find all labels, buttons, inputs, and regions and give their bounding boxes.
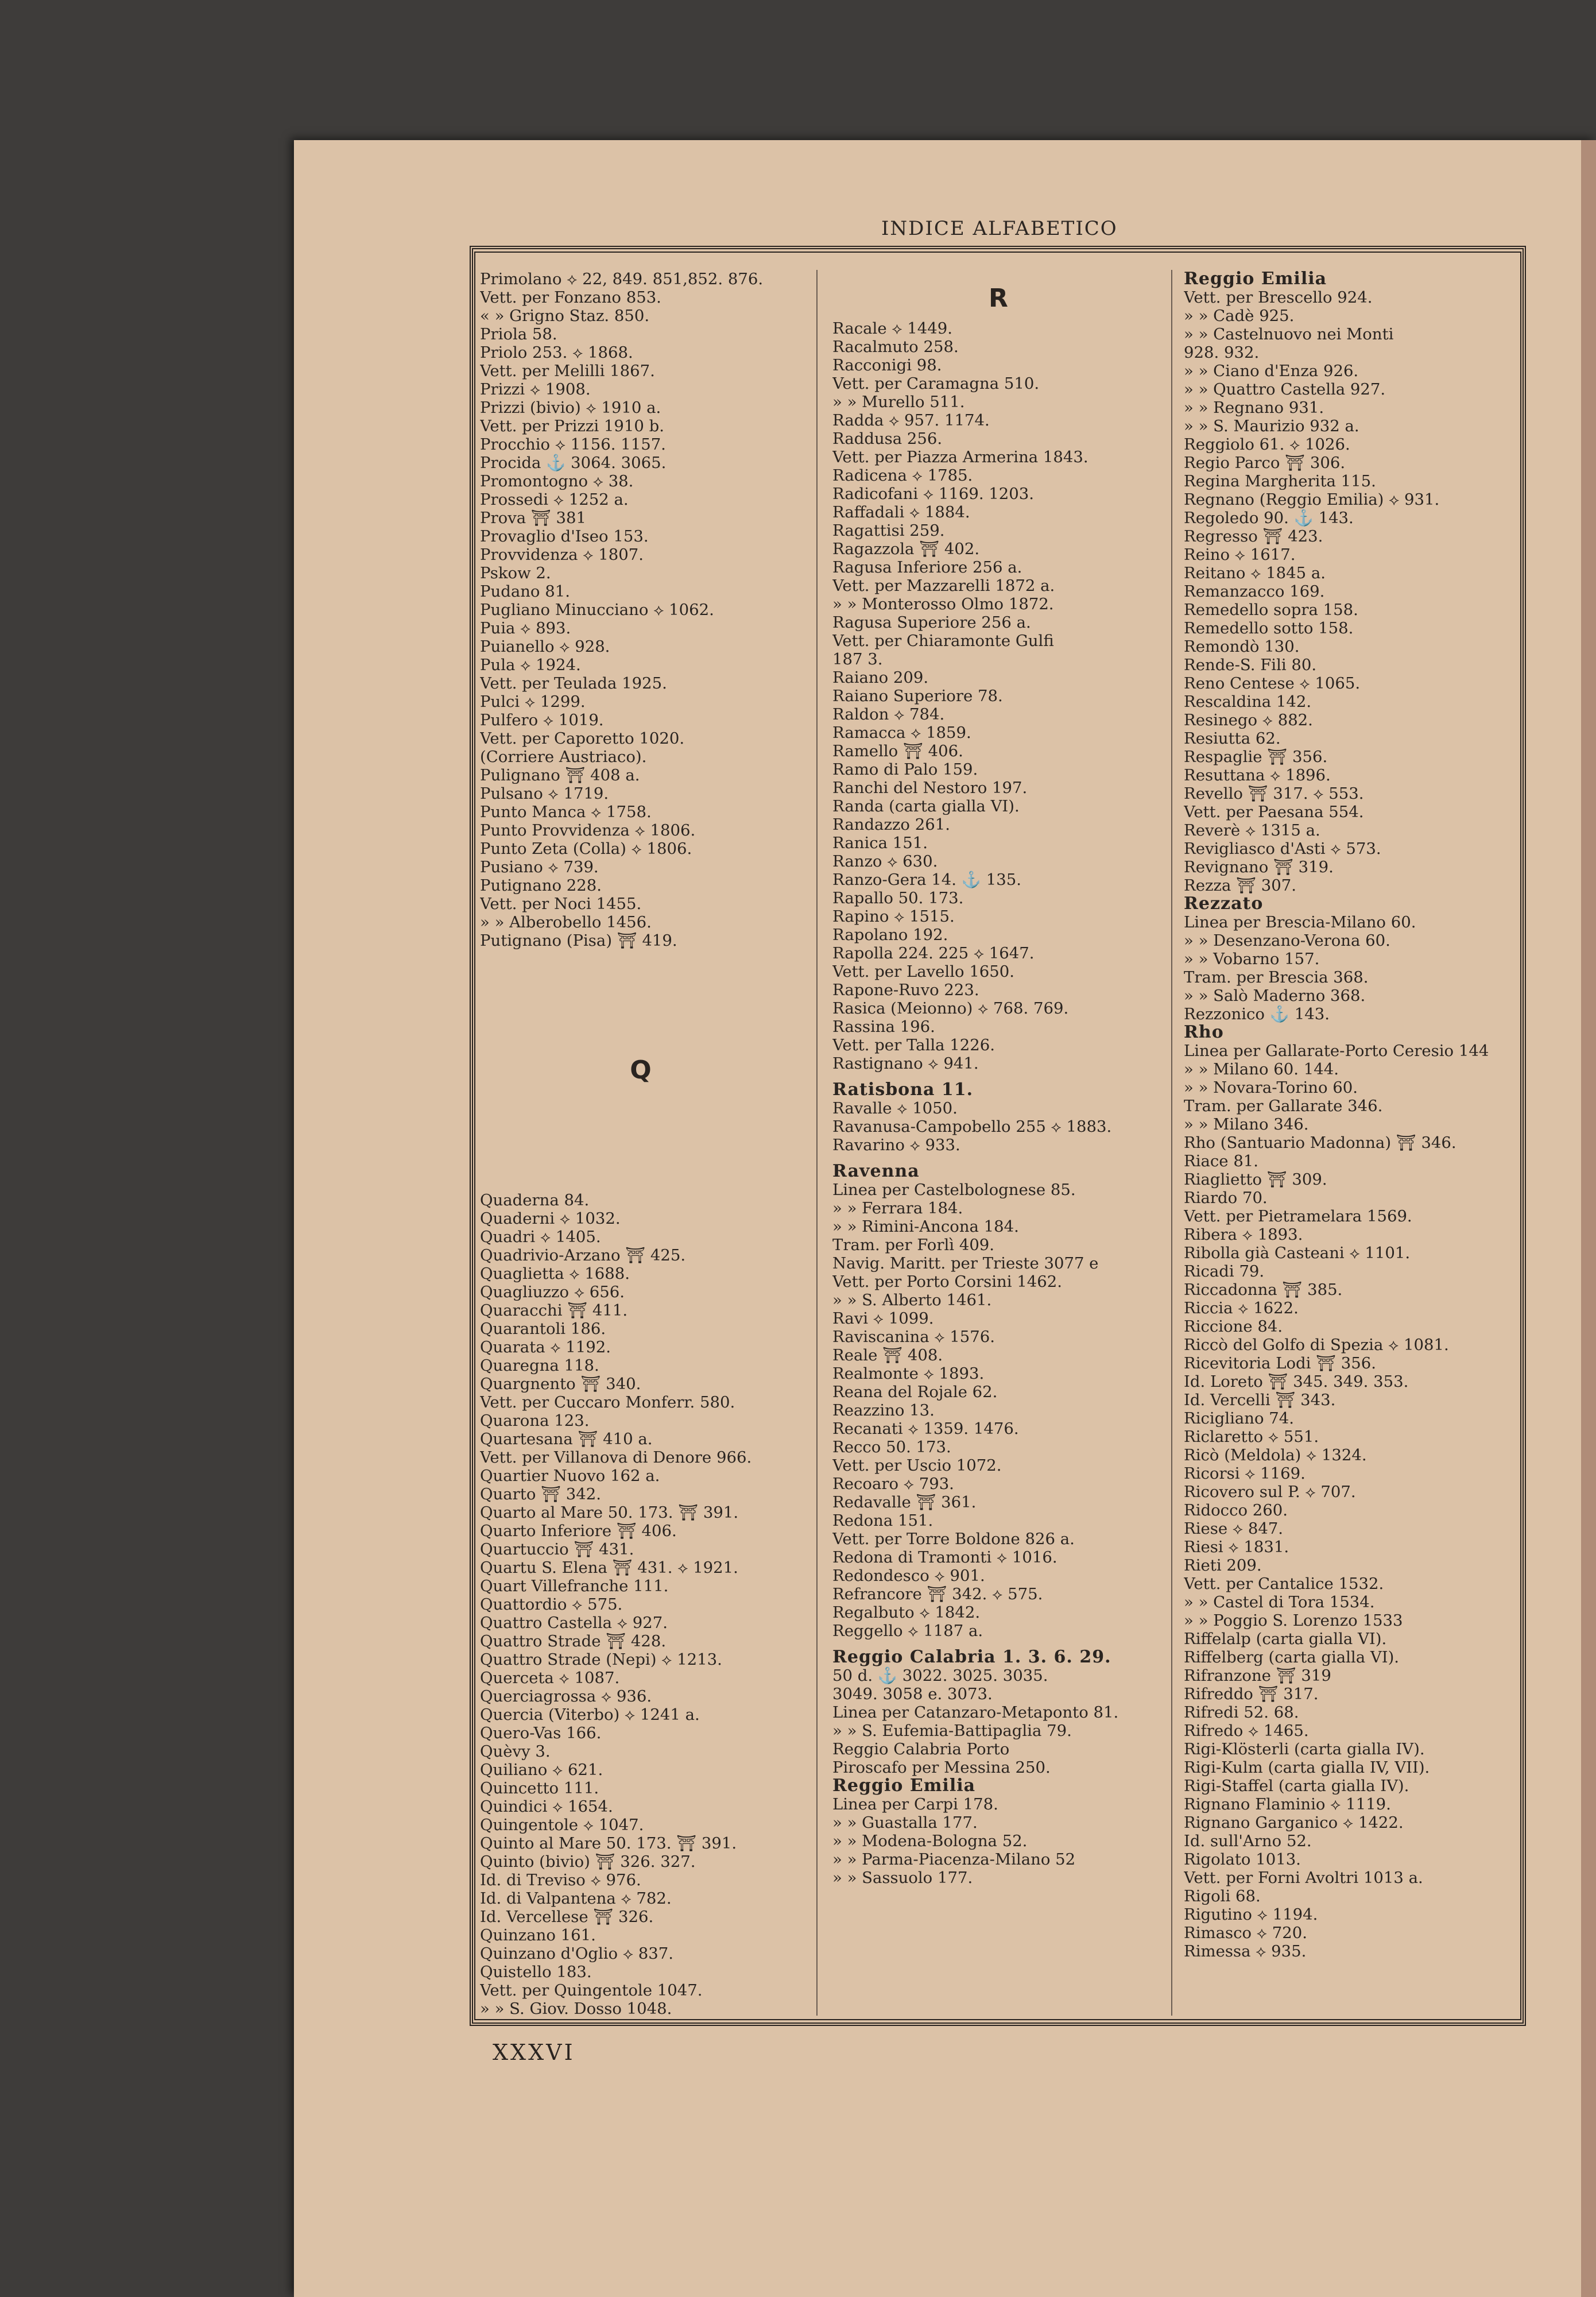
- index-entry: Regoledo 90. ⚓ 143.: [1184, 509, 1354, 527]
- index-entry: Ravenna: [832, 1162, 920, 1181]
- index-entry: Rho (Santuario Madonna) ⛩ 346.: [1184, 1134, 1456, 1152]
- index-entry: » » Guastalla 177.: [832, 1813, 978, 1832]
- index-entry: Quinzano 161.: [480, 1926, 596, 1944]
- index-entry: Regresso ⛩ 423.: [1184, 527, 1323, 546]
- index-entry: Quaderna 84.: [480, 1191, 590, 1209]
- index-entry: Ramacca ⟡ 1859.: [832, 724, 971, 742]
- index-entry: Reno Centese ⟡ 1065.: [1184, 674, 1361, 693]
- index-entry: Putignano (Pisa) ⛩ 419.: [480, 931, 677, 950]
- page-number: XXXVI: [493, 2040, 575, 2065]
- index-entry: » » Vobarno 157.: [1184, 950, 1320, 968]
- index-entry: Quercia (Viterbo) ⟡ 1241 a.: [480, 1706, 700, 1724]
- index-entry: Rimasco ⟡ 720.: [1184, 1924, 1307, 1942]
- index-entry: Ravi ⟡ 1099.: [832, 1309, 934, 1328]
- index-entry: Recoaro ⟡ 793.: [832, 1475, 954, 1493]
- index-entry: Recco 50. 173.: [832, 1438, 951, 1456]
- index-entry: Rigolato 1013.: [1184, 1850, 1301, 1869]
- index-entry: » » Regnano 931.: [1184, 399, 1324, 417]
- index-entry: Reitano ⟡ 1845 a.: [1184, 564, 1326, 582]
- index-entry: Ridocco 260.: [1184, 1501, 1288, 1519]
- index-entry: Raldon ⟡ 784.: [832, 705, 945, 724]
- index-entry: Redona 151.: [832, 1511, 933, 1530]
- index-entry: Pskow 2.: [480, 564, 551, 582]
- index-entry: » » Alberobello 1456.: [480, 913, 652, 931]
- index-entry: Quero-Vas 166.: [480, 1724, 602, 1742]
- index-entry: Ranchi del Nestoro 197.: [832, 779, 1028, 797]
- index-entry: Rezzonico ⚓ 143.: [1184, 1005, 1330, 1023]
- index-entry: Quinto (bivio) ⛩ 326. 327.: [480, 1853, 696, 1871]
- index-entry: Riccia ⟡ 1622.: [1184, 1299, 1299, 1317]
- index-entry: Reggio Emilia: [832, 1777, 976, 1795]
- index-entry: Vett. per Cuccaro Monferr. 580.: [480, 1393, 735, 1412]
- index-entry: » » S. Eufemia-Battipaglia 79.: [832, 1722, 1072, 1740]
- index-entry: Reverè ⟡ 1315 a.: [1184, 821, 1320, 840]
- index-entry: Id. Vercelli ⛩ 343.: [1184, 1391, 1336, 1409]
- index-entry: Regina Margherita 115.: [1184, 472, 1376, 490]
- index-entry: Quaregna 118.: [480, 1356, 599, 1375]
- index-entry: Ricovero sul P. ⟡ 707.: [1184, 1483, 1356, 1501]
- index-entry: Prizzi ⟡ 1908.: [480, 380, 591, 399]
- index-entry: « » Grigno Staz. 850.: [480, 307, 650, 325]
- index-entry: Pula ⟡ 1924.: [480, 656, 581, 674]
- index-entry: » » Cadè 925.: [1184, 307, 1295, 325]
- index-entry: Racalmuto 258.: [832, 338, 959, 356]
- index-entry: Remondò 130.: [1184, 637, 1300, 656]
- index-entry: » » Sassuolo 177.: [832, 1869, 973, 1887]
- index-entry: Quartier Nuovo 162 a.: [480, 1467, 660, 1485]
- index-entry: Randa (carta gialla VI).: [832, 797, 1020, 815]
- index-entry: Linea per Castelbolognese 85.: [832, 1181, 1076, 1199]
- index-entry: Quattro Strade (Nepi) ⟡ 1213.: [480, 1650, 722, 1669]
- index-entry: Prova ⛩ 381: [480, 509, 587, 527]
- index-entry: Reggio Emilia: [1184, 270, 1327, 288]
- index-entry: » » S. Maurizio 932 a.: [1184, 417, 1359, 435]
- index-entry: Ragusa Superiore 256 a.: [832, 613, 1031, 632]
- index-entry: Pusiano ⟡ 739.: [480, 858, 599, 876]
- index-entry: Rapino ⟡ 1515.: [832, 907, 955, 926]
- index-entry: Racale ⟡ 1449.: [832, 319, 952, 338]
- index-entry: Primolano ⟡ 22, 849. 851,852. 876.: [480, 270, 764, 288]
- index-entry: Riffelberg (carta gialla VI).: [1184, 1648, 1400, 1666]
- index-entry: Rimessa ⟡ 935.: [1184, 1942, 1307, 1960]
- index-entry: » » Ciano d'Enza 926.: [1184, 362, 1359, 380]
- index-entry: Rho: [1184, 1023, 1224, 1042]
- index-entry: Rapone-Ruvo 223.: [832, 981, 979, 999]
- index-entry: Remedello sopra 158.: [1184, 601, 1358, 619]
- index-column-2: [832, 270, 1164, 1887]
- index-entry: Rieti 209.: [1184, 1556, 1262, 1575]
- index-entry: » » S. Giov. Dosso 1048.: [480, 2000, 672, 2018]
- index-entry: Tram. per Brescia 368.: [1184, 968, 1369, 987]
- index-entry: Ragusa Inferiore 256 a.: [832, 558, 1022, 577]
- index-entry: Quaracchi ⛩ 411.: [480, 1301, 628, 1320]
- index-entry: Vett. per Talla 1226.: [832, 1036, 995, 1054]
- index-entry: Rigi-Staffel (carta gialla IV).: [1184, 1777, 1409, 1795]
- index-entry: Resuttana ⟡ 1896.: [1184, 766, 1331, 784]
- index-entry: Pulsano ⟡ 1719.: [480, 784, 609, 803]
- index-entry: Prizzi (bivio) ⟡ 1910 a.: [480, 399, 661, 417]
- index-entry: Vett. per Lavello 1650.: [832, 962, 1015, 981]
- index-entry: Quarto Inferiore ⛩ 406.: [480, 1522, 677, 1540]
- index-entry: Raviscanina ⟡ 1576.: [832, 1328, 995, 1346]
- index-entry: Rifranzone ⛩ 319: [1184, 1666, 1331, 1685]
- index-entry: [832, 1154, 1164, 1162]
- index-entry: Remanzacco 169.: [1184, 582, 1325, 601]
- index-entry: Ribolla già Casteani ⟡ 1101.: [1184, 1244, 1411, 1262]
- index-entry: » » Quattro Castella 927.: [1184, 380, 1386, 399]
- index-entry: Ravanusa-Campobello 255 ⟡ 1883.: [832, 1117, 1112, 1136]
- index-entry: Vett. per Chiaramonte Gulfi: [832, 632, 1054, 650]
- index-entry: Riccione 84.: [1184, 1317, 1283, 1336]
- index-entry: Id. Loreto ⛩ 345. 349. 353.: [1184, 1372, 1409, 1391]
- index-entry: Raddusa 256.: [832, 430, 943, 448]
- index-entry: Respaglie ⛩ 356.: [1184, 748, 1328, 766]
- index-entry: Quinto al Mare 50. 173. ⛩ 391.: [480, 1834, 737, 1853]
- index-entry: Quartu S. Elena ⛩ 431. ⟡ 1921.: [480, 1559, 738, 1577]
- index-entry: Regio Parco ⛩ 306.: [1184, 454, 1346, 472]
- index-entry: Priolo 253. ⟡ 1868.: [480, 343, 633, 362]
- index-entry: Rigi-Klösterli (carta gialla IV).: [1184, 1740, 1425, 1758]
- index-entry: Raiano Superiore 78.: [832, 687, 1003, 705]
- index-entry: » » Modena-Bologna 52.: [832, 1832, 1028, 1850]
- index-entry: Pugliano Minucciano ⟡ 1062.: [480, 601, 714, 619]
- index-entry: Procida ⚓ 3064. 3065.: [480, 454, 667, 472]
- index-entry: Quarto ⛩ 342.: [480, 1485, 602, 1503]
- index-entry: Provvidenza ⟡ 1807.: [480, 546, 644, 564]
- index-entry: Promontogno ⟡ 38.: [480, 472, 634, 490]
- index-entry: Ribera ⟡ 1893.: [1184, 1225, 1303, 1244]
- index-entry: Quarantoli 186.: [480, 1320, 606, 1338]
- index-entry: Vett. per Fonzano 853.: [480, 288, 661, 307]
- index-entry: » » Rimini-Ancona 184.: [832, 1217, 1019, 1236]
- index-entry: Vett. per Mazzarelli 1872 a.: [832, 577, 1055, 595]
- index-entry: » » Murello 511.: [832, 393, 965, 411]
- index-entry: Rezza ⛩ 307.: [1184, 876, 1296, 895]
- entries-r-2: [1184, 270, 1520, 1960]
- index-entry: » » Poggio S. Lorenzo 1533: [1184, 1611, 1403, 1630]
- index-entry: Tram. per Gallarate 346.: [1184, 1097, 1383, 1115]
- index-entry: Riccò del Golfo di Spezia ⟡ 1081.: [1184, 1336, 1449, 1354]
- index-entry: Riesi ⟡ 1831.: [1184, 1538, 1289, 1556]
- index-entry: Quaderni ⟡ 1032.: [480, 1209, 621, 1228]
- index-entry: Remedello sotto 158.: [1184, 619, 1354, 637]
- index-entry: Vett. per Uscio 1072.: [832, 1456, 1002, 1475]
- index-entry: Ramello ⛩ 406.: [832, 742, 963, 760]
- index-entry: Regalbuto ⟡ 1842.: [832, 1603, 981, 1622]
- index-entry: Tram. per Forlì 409.: [832, 1236, 995, 1254]
- index-entry: Pulfero ⟡ 1019.: [480, 711, 604, 729]
- index-entry: 928. 932.: [1184, 343, 1260, 362]
- index-entry: » » Parma-Piacenza-Milano 52: [832, 1850, 1076, 1869]
- index-entry: Vett. per Quingentole 1047.: [480, 1981, 703, 2000]
- index-entry: Punto Provvidenza ⟡ 1806.: [480, 821, 696, 840]
- index-entry: Rifredi 52. 68.: [1184, 1703, 1299, 1722]
- index-entry: Ricorsi ⟡ 1169.: [1184, 1464, 1306, 1483]
- index-entry: Riaglietto ⛩ 309.: [1184, 1170, 1327, 1189]
- entries-q: [480, 1191, 801, 2018]
- column-divider-2: [1171, 270, 1172, 2016]
- index-entry: Querciagrossa ⟡ 936.: [480, 1687, 652, 1706]
- index-entry: 50 d. ⚓ 3022. 3025. 3035.: [832, 1666, 1048, 1685]
- index-entry: Linea per Carpi 178.: [832, 1795, 998, 1813]
- index-entry: Redavalle ⛩ 361.: [832, 1493, 977, 1511]
- index-entry: Vett. per Porto Corsini 1462.: [832, 1273, 1063, 1291]
- index-entry: Reale ⛩ 408.: [832, 1346, 943, 1364]
- index-entry: Puia ⟡ 893.: [480, 619, 571, 637]
- index-entry: Querceta ⟡ 1087.: [480, 1669, 620, 1687]
- index-entry: Vett. per Paesana 554.: [1184, 803, 1364, 821]
- index-entry: » » Castelnuovo nei Monti: [1184, 325, 1394, 343]
- index-entry: Riclaretto ⟡ 551.: [1184, 1428, 1319, 1446]
- index-entry: Ravarino ⟡ 933.: [832, 1136, 960, 1154]
- page-edge: [1581, 140, 1596, 2297]
- section-letter-r: R: [989, 284, 1008, 313]
- index-entry: Vett. per Villanova di Denore 966.: [480, 1448, 752, 1467]
- index-entry: Ravalle ⟡ 1050.: [832, 1099, 958, 1117]
- index-entry: Ricevitoria Lodi ⛩ 356.: [1184, 1354, 1377, 1372]
- index-entry: Raffadali ⟡ 1884.: [832, 503, 970, 521]
- index-entry: Quèvy 3.: [480, 1742, 551, 1761]
- index-entry: Vett. per Caramagna 510.: [832, 374, 1040, 393]
- index-entry: Vett. per Prizzi 1910 b.: [480, 417, 664, 435]
- index-entry: » » S. Alberto 1461.: [832, 1291, 992, 1309]
- entries-p: [480, 270, 801, 950]
- index-entry: Vett. per Pietramelara 1569.: [1184, 1207, 1412, 1225]
- index-entry: Ranzo-Gera 14. ⚓ 135.: [832, 871, 1021, 889]
- index-entry: Linea per Catanzaro-Metaponto 81.: [832, 1703, 1119, 1722]
- index-entry: Raiano 209.: [832, 668, 929, 687]
- index-entry: Reggio Calabria Porto: [832, 1740, 1010, 1758]
- index-entry: Quartuccio ⛩ 431.: [480, 1540, 634, 1559]
- index-entry: Vett. per Noci 1455.: [480, 895, 642, 913]
- column-divider-1: [816, 270, 818, 2016]
- index-entry: Ricigliano 74.: [1184, 1409, 1295, 1428]
- index-entry: Riace 81.: [1184, 1152, 1259, 1170]
- index-entry: Randazzo 261.: [832, 815, 950, 834]
- index-entry: Linea per Gallarate-Porto Ceresio 144: [1184, 1042, 1489, 1060]
- index-entry: Reggiolo 61. ⟡ 1026.: [1184, 435, 1350, 454]
- index-entry: Refrancore ⛩ 342. ⟡ 575.: [832, 1585, 1043, 1603]
- index-entry: Quart Villefranche 111.: [480, 1577, 669, 1595]
- index-entry: Prossedi ⟡ 1252 a.: [480, 490, 629, 509]
- index-entry: Piroscafo per Messina 250.: [832, 1758, 1051, 1777]
- index-entry: Quarata ⟡ 1192.: [480, 1338, 611, 1356]
- index-entry: Rasica (Meionno) ⟡ 768. 769.: [832, 999, 1069, 1018]
- index-entry: » » Novara-Torino 60.: [1184, 1078, 1358, 1097]
- index-entry: Radda ⟡ 957. 1174.: [832, 411, 990, 430]
- index-entry: Punto Zeta (Colla) ⟡ 1806.: [480, 840, 692, 858]
- index-entry: Reino ⟡ 1617.: [1184, 546, 1296, 564]
- index-entry: Radicena ⟡ 1785.: [832, 466, 973, 485]
- index-entry: » » Salò Maderno 368.: [1184, 987, 1366, 1005]
- index-entry: Rapolla 224. 225 ⟡ 1647.: [832, 944, 1035, 962]
- index-entry: Redondesco ⟡ 901.: [832, 1567, 985, 1585]
- index-entry: Rastignano ⟡ 941.: [832, 1054, 979, 1073]
- index-entry: Riffelalp (carta gialla VI).: [1184, 1630, 1387, 1648]
- index-entry: » » Ferrara 184.: [832, 1199, 963, 1217]
- index-entry: Ranzo ⟡ 630.: [832, 852, 938, 871]
- index-entry: Recanati ⟡ 1359. 1476.: [832, 1420, 1019, 1438]
- index-entry: Reana del Rojale 62.: [832, 1383, 998, 1401]
- index-entry: Quargnento ⛩ 340.: [480, 1375, 641, 1393]
- index-entry: » » Milano 60. 144.: [1184, 1060, 1339, 1078]
- index-entry: Reggello ⟡ 1187 a.: [832, 1622, 983, 1640]
- index-entry: Punto Manca ⟡ 1758.: [480, 803, 652, 821]
- index-entry: Rigutino ⟡ 1194.: [1184, 1905, 1318, 1924]
- index-entry: Rapallo 50. 173.: [832, 889, 964, 907]
- index-entry: Riccadonna ⛩ 385.: [1184, 1281, 1343, 1299]
- index-entry: Pulci ⟡ 1299.: [480, 693, 586, 711]
- index-entry: Quindici ⟡ 1654.: [480, 1797, 613, 1816]
- index-entry: Reazzino 13.: [832, 1401, 935, 1420]
- index-entry: Quinzano d'Oglio ⟡ 837.: [480, 1944, 674, 1963]
- index-entry: Regnano (Reggio Emilia) ⟡ 931.: [1184, 490, 1440, 509]
- index-entry: Quagliuzzo ⟡ 656.: [480, 1283, 625, 1301]
- index-entry: Id. di Valpantena ⟡ 782.: [480, 1889, 672, 1908]
- index-entry: 187 3.: [832, 650, 883, 668]
- index-entry: Puianello ⟡ 928.: [480, 637, 610, 656]
- index-entry: Vett. per Piazza Armerina 1843.: [832, 448, 1088, 466]
- index-entry: Rende-S. Fili 80.: [1184, 656, 1317, 674]
- index-entry: » » Castel di Tora 1534.: [1184, 1593, 1375, 1611]
- index-entry: Revigliasco d'Asti ⟡ 573.: [1184, 840, 1381, 858]
- index-entry: Quattordio ⟡ 575.: [480, 1595, 623, 1614]
- index-entry: » » Milano 346.: [1184, 1115, 1309, 1134]
- index-entry: Quartesana ⛩ 410 a.: [480, 1430, 653, 1448]
- index-entry: Quadrivio-Arzano ⛩ 425.: [480, 1246, 686, 1264]
- index-entry: Rifredo ⟡ 1465.: [1184, 1722, 1309, 1740]
- index-entry: Linea per Brescia-Milano 60.: [1184, 913, 1416, 931]
- index-entry: » » Monterosso Olmo 1872.: [832, 595, 1054, 613]
- entries-r-1: [832, 319, 1164, 1887]
- index-entry: Ramo di Palo 159.: [832, 760, 978, 779]
- index-entry: Id. Vercellese ⛩ 326.: [480, 1908, 654, 1926]
- index-column-3: [1184, 270, 1520, 1960]
- index-entry: Ratisbona 11.: [832, 1081, 974, 1099]
- index-entry: Realmonte ⟡ 1893.: [832, 1364, 985, 1383]
- index-entry: Pulignano ⛩ 408 a.: [480, 766, 640, 784]
- index-entry: Revignano ⛩ 319.: [1184, 858, 1334, 876]
- index-entry: Rifreddo ⛩ 317.: [1184, 1685, 1319, 1703]
- index-entry: Redona di Tramonti ⟡ 1016.: [832, 1548, 1057, 1567]
- index-entry: Id. sull'Arno 52.: [1184, 1832, 1312, 1850]
- index-entry: Rignano Flaminio ⟡ 1119.: [1184, 1795, 1391, 1813]
- index-entry: Vett. per Teulada 1925.: [480, 674, 667, 693]
- index-entry: Rezzato: [1184, 895, 1264, 913]
- index-entry: Ragazzola ⛩ 402.: [832, 540, 980, 558]
- index-entry: Ragattisi 259.: [832, 521, 945, 540]
- page-title: INDICE ALFABETICO: [881, 217, 1118, 240]
- index-entry: [832, 1073, 1164, 1081]
- index-entry: Reggio Calabria 1. 3. 6. 29.: [832, 1648, 1111, 1666]
- index-entry: Pudano 81.: [480, 582, 570, 601]
- index-entry: Navig. Maritt. per Trieste 3077 e: [832, 1254, 1099, 1273]
- index-entry: Id. di Treviso ⟡ 976.: [480, 1871, 641, 1889]
- index-entry: » » Desenzano-Verona 60.: [1184, 931, 1390, 950]
- index-entry: Putignano 228.: [480, 876, 602, 895]
- index-entry: Resinego ⟡ 882.: [1184, 711, 1313, 729]
- index-entry: (Corriere Austriaco).: [480, 748, 647, 766]
- index-entry: Riese ⟡ 847.: [1184, 1519, 1284, 1538]
- index-entry: Racconigi 98.: [832, 356, 942, 374]
- index-entry: Rignano Garganico ⟡ 1422.: [1184, 1813, 1404, 1832]
- index-entry: Riardo 70.: [1184, 1189, 1268, 1207]
- index-entry: Priola 58.: [480, 325, 557, 343]
- index-entry: Vett. per Melilli 1867.: [480, 362, 655, 380]
- index-entry: Revello ⛩ 317. ⟡ 553.: [1184, 784, 1364, 803]
- index-entry: Vett. per Cantalice 1532.: [1184, 1575, 1384, 1593]
- index-entry: Ricò (Meldola) ⟡ 1324.: [1184, 1446, 1367, 1464]
- index-entry: Rapolano 192.: [832, 926, 948, 944]
- index-entry: 3049. 3058 e. 3073.: [832, 1685, 993, 1703]
- index-entry: Ricadi 79.: [1184, 1262, 1265, 1281]
- index-entry: Quadri ⟡ 1405.: [480, 1228, 601, 1246]
- index-entry: Vett. per Forni Avoltri 1013 a.: [1184, 1869, 1423, 1887]
- index-entry: Quattro Strade ⛩ 428.: [480, 1632, 667, 1650]
- index-entry: Quingentole ⟡ 1047.: [480, 1816, 644, 1834]
- index-entry: Vett. per Brescello 924.: [1184, 288, 1373, 307]
- index-entry: Rescaldina 142.: [1184, 693, 1312, 711]
- index-entry: Quaglietta ⟡ 1688.: [480, 1264, 630, 1283]
- index-entry: Rassina 196.: [832, 1018, 935, 1036]
- index-entry: Vett. per Caporetto 1020.: [480, 729, 685, 748]
- index-column-1: [480, 270, 801, 2018]
- section-letter-q: Q: [630, 1055, 652, 1085]
- index-entry: Procchio ⟡ 1156. 1157.: [480, 435, 666, 454]
- index-entry: Provaglio d'Iseo 153.: [480, 527, 649, 546]
- index-entry: Quistello 183.: [480, 1963, 592, 1981]
- index-entry: Ranica 151.: [832, 834, 928, 852]
- index-entry: Rigoli 68.: [1184, 1887, 1261, 1905]
- index-entry: Quiliano ⟡ 621.: [480, 1761, 603, 1779]
- index-entry: [832, 1640, 1164, 1648]
- index-entry: Quattro Castella ⟡ 927.: [480, 1614, 668, 1632]
- index-entry: Vett. per Torre Boldone 826 a.: [832, 1530, 1075, 1548]
- index-entry: Quincetto 111.: [480, 1779, 599, 1797]
- index-entry: Quarona 123.: [480, 1412, 590, 1430]
- index-entry: Resiutta 62.: [1184, 729, 1281, 748]
- index-entry: Rigi-Kulm (carta gialla IV, VII).: [1184, 1758, 1430, 1777]
- index-entry: Quarto al Mare 50. 173. ⛩ 391.: [480, 1503, 739, 1522]
- index-entry: Radicofani ⟡ 1169. 1203.: [832, 485, 1035, 503]
